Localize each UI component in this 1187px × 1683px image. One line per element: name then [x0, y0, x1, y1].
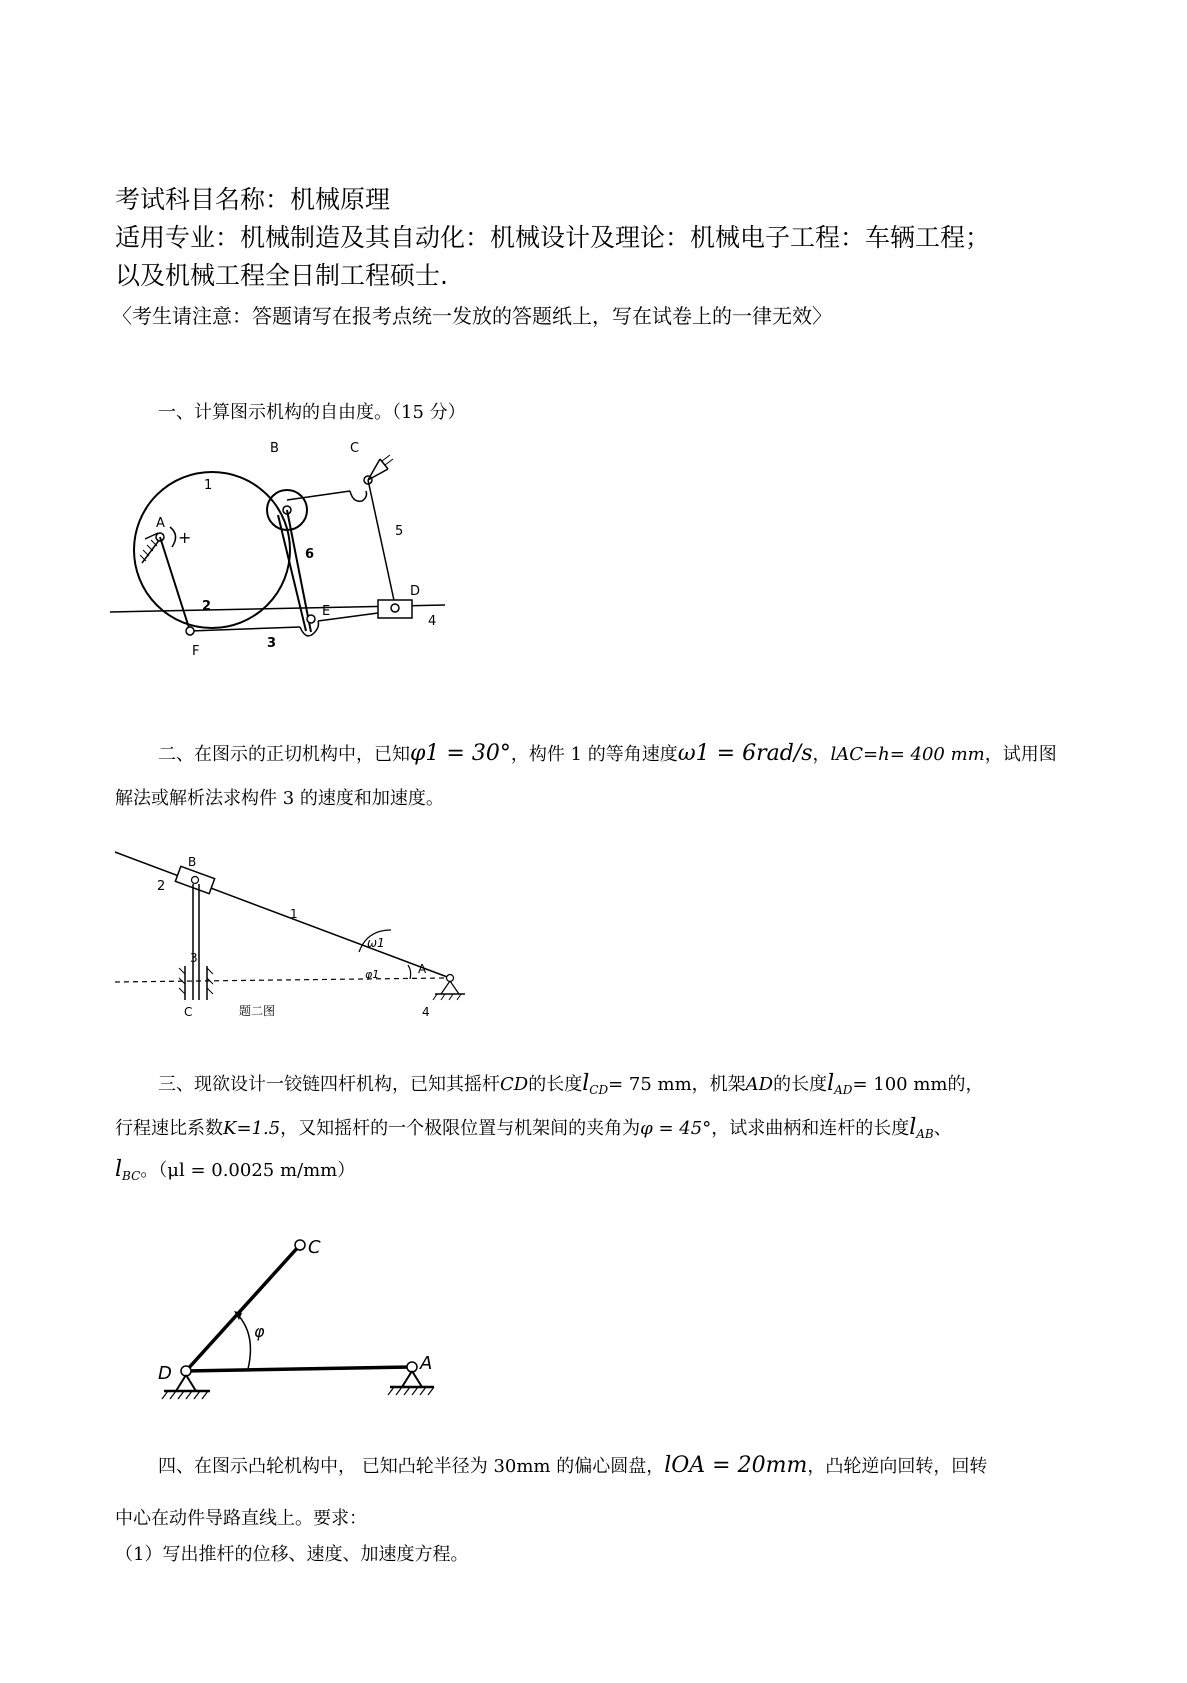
k-value: K=1.5 [223, 1118, 281, 1139]
question-2-figure [115, 840, 465, 1025]
q2-label-omega: ω1 [367, 936, 385, 950]
mu-equation: μl = 0.0025 m/mm [167, 1160, 338, 1181]
question-1-figure [110, 441, 490, 715]
q2-label-3: 3 [190, 951, 198, 965]
phi1-equation: φ1 = 30° [410, 741, 511, 766]
lad-equation: = 100 mm [852, 1074, 948, 1095]
q1-label-3: 3 [267, 636, 277, 651]
q1-label-D: D [410, 584, 421, 599]
q2-label-A: A [418, 962, 427, 976]
question-4-line1: 四、在图示凸轮机构中， 已知凸轮半径为 30mm 的偏心圆盘，lOA = 20mm，凸轮逆向回转，回转 [158, 1453, 988, 1478]
q1-label-E: E [322, 604, 331, 619]
q3-label-C: C [308, 1237, 321, 1258]
q1-label-2: 2 [202, 599, 212, 614]
lcd-equation: = 75 mm [608, 1074, 692, 1095]
applicable-majors-line1: 适用专业：机械制造及其自动化：机械设计及理论：机械电子工程：车辆工程； [115, 223, 991, 252]
q2-label-caption: 题二图 [239, 1004, 276, 1018]
loa-equation: lOA = 20mm [664, 1453, 808, 1478]
q1-label-plus: + [178, 528, 192, 547]
q2-label-phi: φ1 [365, 968, 380, 981]
q1-label-F: F [192, 644, 200, 659]
question-2-line1: 二、在图示的正切机构中，已知φ1 = 30°，构件 1 的等角速度ω1 = 6rad/s，lAC=h= 400 mm，试用图 [158, 741, 1057, 766]
q2-label-B: B [188, 855, 197, 869]
q1-label-5: 5 [395, 524, 404, 539]
q2-label-1: 1 [290, 907, 298, 921]
q1-label-B: B [270, 441, 279, 456]
phi-equation: φ = 45° [640, 1118, 712, 1139]
q2-label-4: 4 [422, 1005, 430, 1019]
question-3-line1: 三、现欲设计一铰链四杆机构，已知其摇杆CD的长度$l_{CD}= 75$ mm，机架AD的长度$l_{AD}= 100$ mm的， [158, 1071, 984, 1097]
question-4-line2: 中心在动件导路直线上。要求： [115, 1508, 367, 1529]
q3-label-phi: φ [254, 1322, 265, 1341]
q3-label-A: A [420, 1353, 433, 1374]
question-3-line3: $l_{BC}$。（μl = 0.0025 m/mm） [115, 1157, 356, 1183]
exam-subject: 考试科目名称：机械原理 [115, 185, 391, 214]
applicable-majors-line2: 以及机械工程全日制工程硕士. [115, 261, 448, 290]
omega1-equation: ω1 = 6rad/s [677, 741, 813, 766]
question-1-text: 一、计算图示机构的自由度。（15 分） [158, 402, 466, 423]
lac-equation: lAC=h= 400 mm [830, 744, 985, 765]
question-3-line2: 行程速比系数K=1.5，又知摇杆的一个极限位置与机架间的夹角为φ = 45°，试求曲柄和连杆的长度$l_{AB}$、 [115, 1115, 952, 1141]
question-3-figure [150, 1225, 450, 1425]
q1-label-4: 4 [428, 614, 437, 629]
q1-label-6: 6 [305, 547, 315, 562]
q2-label-2: 2 [157, 879, 166, 894]
exam-notice: 〈考生请注意：答题请写在报考点统一发放的答题纸上，写在试卷上的一律无效〉 [112, 304, 832, 328]
q3-label-D: D [158, 1363, 172, 1384]
q2-label-C: C [184, 1005, 193, 1019]
question-2-line2: 解法或解析法求构件 3 的速度和加速度。 [115, 788, 444, 809]
question-4-item1: （1）写出推杆的位移、速度、加速度方程。 [115, 1544, 469, 1565]
q1-label-1: 1 [204, 478, 213, 493]
q1-label-C: C [350, 441, 360, 456]
q1-label-A: A [156, 516, 165, 531]
